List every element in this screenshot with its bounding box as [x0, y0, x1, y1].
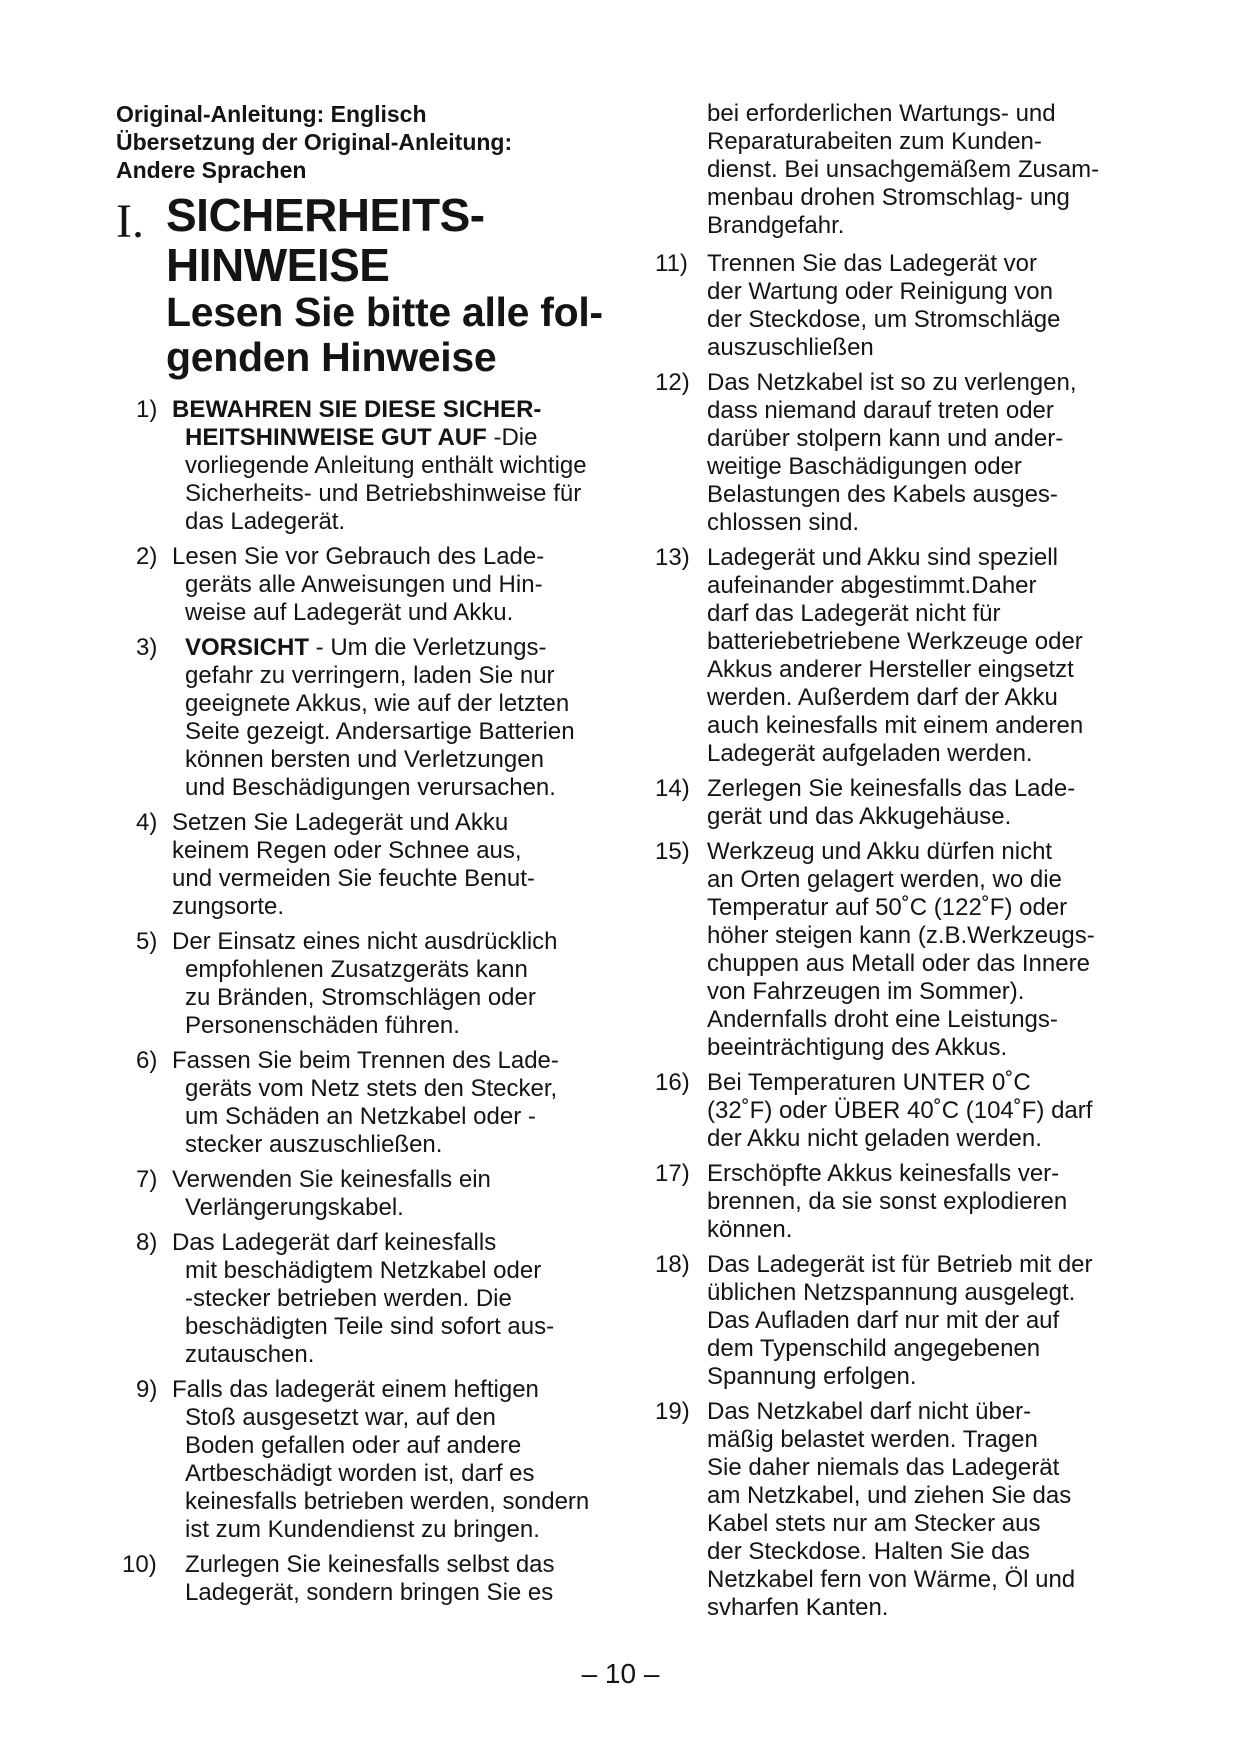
item-1-text-line: vorliegende Anleitung enthält wichtige — [185, 452, 587, 479]
item-number: 17) — [655, 1160, 690, 1187]
item-9-text-line: Stoß ausgesetzt war, auf den — [185, 1404, 496, 1431]
instruction-item-14 — [655, 775, 1145, 831]
item-18-text-line: Das Ladegerät ist für Betrieb mit der — [707, 1251, 1093, 1278]
item-16-text-line: Bei Temperaturen UNTER 0˚C — [707, 1069, 1031, 1096]
item-8-text-line: -stecker betrieben werden. Die — [185, 1285, 512, 1312]
item-11-text-line: Trennen Sie das Ladegerät vor — [707, 250, 1037, 277]
item-9-text-line: Artbeschädigt worden ist, darf es — [185, 1460, 535, 1487]
item-18-text-line: dem Typenschild angegebenen — [707, 1335, 1041, 1362]
item-3-text-line: gefahr zu verringern, laden Sie nur — [185, 662, 555, 689]
instruction-item-16 — [655, 1069, 1145, 1153]
other-languages-note: Andere Sprachen — [116, 157, 307, 183]
instruction-item-1 — [122, 396, 636, 536]
item-18-text-line: üblichen Netzspannung ausgelegt. — [707, 1279, 1076, 1306]
item-19-text-line: svharfen Kanten. — [707, 1594, 889, 1621]
item-number: 4) — [136, 809, 158, 836]
item-13-text-line: auch keinesfalls mit einem anderen — [707, 712, 1084, 739]
item-10-text-line: Ladegerät, sondern bringen Sie es — [185, 1579, 554, 1606]
item-5-text-line: zu Bränden, Stromschlägen oder — [185, 984, 536, 1011]
item-13-text-line: Ladegerät und Akku sind speziell — [707, 544, 1058, 571]
item-number: 14) — [655, 775, 690, 802]
right-column — [655, 100, 1145, 1629]
item-5-text-line: Der Einsatz eines nicht ausdrücklich — [172, 928, 558, 955]
item-number: 2) — [136, 543, 158, 570]
item-12-text-line: darüber stolpern kann und ander- — [707, 425, 1064, 452]
item-15-text-line: höher steigen kann (z.B.Werkzeugs- — [707, 922, 1095, 949]
item-12-text-line: dass niemand darauf treten oder — [707, 397, 1054, 424]
item-13-text-line: darf das Ladegerät nicht für — [707, 600, 1001, 627]
item-10-text-line: Zurlegen Sie keinesfalls selbst das — [185, 1551, 555, 1578]
item-11-text-line: auszuschließen — [707, 334, 874, 361]
item-5-text-line: empfohlenen Zusatzgeräts kann — [185, 956, 528, 983]
item-number: 12) — [655, 369, 690, 396]
instruction-item-8 — [122, 1229, 636, 1369]
item-19-text-line: der Steckdose. Halten Sie das — [707, 1538, 1030, 1565]
translation-note: Übersetzung der Original-Anleitung: — [116, 129, 513, 155]
item-15-text-line: von Fahrzeugen im Sommer). — [707, 978, 1025, 1005]
original-language-note: Original-Anleitung: Englisch — [116, 101, 427, 127]
item-15-text-line: an Orten gelagert werden, wo die — [707, 866, 1062, 893]
item-8-text-line: mit beschädigtem Netzkabel oder — [185, 1257, 542, 1284]
item-number: 5) — [136, 928, 158, 955]
item-3-text-line: - Um die Verletzungs- — [309, 634, 547, 661]
item-1-text-line: -Die — [486, 424, 538, 451]
item-11-text-line: der Wartung oder Reinigung von — [707, 278, 1053, 305]
item-17-text-line: können. — [707, 1216, 793, 1243]
item-1-warning-heading-2: HEITSHINWEISE GUT AUF — [185, 424, 487, 451]
left-column — [116, 100, 636, 1614]
item-number: 18) — [655, 1251, 690, 1278]
section-title-line-1: SICHERHEITS- — [166, 189, 485, 241]
item-6-text-line: geräts vom Netz stets den Stecker, — [185, 1075, 558, 1102]
section-roman-numeral: I. — [116, 195, 144, 248]
item-4-text-line: keinem Regen oder Schnee aus, — [172, 837, 522, 864]
instruction-item-13 — [655, 544, 1145, 768]
item-4-text-line: und vermeiden Sie feuchte Benut- — [172, 865, 535, 892]
item-19-text-line: Sie daher niemals das Ladegerät — [707, 1454, 1060, 1481]
item-18-text-line: Das Aufladen darf nur mit der auf — [707, 1307, 1060, 1334]
item-4-text-line: Setzen Sie Ladegerät und Akku — [172, 809, 509, 836]
continuation-text-line: menbau drohen Stromschlag- ung — [707, 184, 1070, 211]
section-title-line-2: HINWEISE — [166, 239, 390, 291]
item-number: 16) — [655, 1069, 690, 1096]
item-13-text-line: Ladegerät aufgeladen werden. — [707, 740, 1033, 767]
item-12-text-line: chlossen sind. — [707, 509, 860, 536]
instruction-item-5 — [122, 928, 636, 1040]
instruction-item-11 — [655, 250, 1145, 362]
page-number: – 10 – — [581, 1658, 660, 1689]
item-13-text-line: Akkus anderer Hersteller eingsetzt — [707, 656, 1074, 683]
instruction-item-2 — [122, 543, 636, 627]
item-15-text-line: beeinträchtigung des Akkus. — [707, 1034, 1008, 1061]
instruction-item-19 — [655, 1398, 1145, 1622]
item-number: 6) — [136, 1047, 158, 1074]
item-1-text-line: das Ladegerät. — [185, 508, 346, 535]
item-15-text-line: chuppen aus Metall oder das Innere — [707, 950, 1090, 977]
section-heading — [116, 190, 636, 380]
item-8-text-line: beschädigten Teile sind sofort aus- — [185, 1313, 555, 1340]
item-13-text-line: werden. Außerdem darf der Akku — [707, 684, 1058, 711]
item-9-text-line: ist zum Kundendienst zu bringen. — [185, 1516, 540, 1543]
item-17-text-line: brennen, da sie sonst explodieren — [707, 1188, 1068, 1215]
item-number: 9) — [136, 1376, 158, 1403]
item-19-text-line: Das Netzkabel darf nicht über- — [707, 1398, 1032, 1425]
item-15-text-line: Andernfalls droht eine Leistungs- — [707, 1006, 1058, 1033]
item-6-text-line: Fassen Sie beim Trennen des Lade- — [172, 1047, 559, 1074]
item-number: 11) — [655, 250, 688, 277]
item-18-text-line: Spannung erfolgen. — [707, 1363, 917, 1390]
section-subtitle-line-1: Lesen Sie bitte alle fol- — [166, 289, 603, 335]
item-9-text-line: Falls das ladegerät einem heftigen — [172, 1376, 539, 1403]
item-13-text-line: batteriebetriebene Werkzeuge oder — [707, 628, 1083, 655]
instruction-item-3 — [122, 634, 636, 802]
item-number: 3) — [136, 634, 158, 661]
item-7-text-line: Verwenden Sie keinesfalls ein — [172, 1166, 491, 1193]
instruction-list-left — [122, 396, 636, 1607]
item-number: 8) — [136, 1229, 158, 1256]
instruction-item-4 — [122, 809, 636, 921]
item-15-text-line: Werkzeug und Akku dürfen nicht — [707, 838, 1053, 865]
item-17-text-line: Erschöpfte Akkus keinesfalls ver- — [707, 1160, 1060, 1187]
instruction-item-12 — [655, 369, 1145, 537]
item-14-text-line: gerät und das Akkugehäuse. — [707, 803, 1012, 830]
item-9-text-line: Boden gefallen oder auf andere — [185, 1432, 522, 1459]
item-2-text-line: weise auf Ladegerät und Akku. — [185, 599, 514, 626]
item-12-text-line: weitige Baschädigungen oder — [707, 453, 1022, 480]
item-10-continuation — [655, 100, 1145, 240]
item-16-text-line: der Akku nicht geladen werden. — [707, 1125, 1042, 1152]
item-number: 13) — [655, 544, 690, 571]
item-8-text-line: zutauschen. — [185, 1341, 315, 1368]
section-subtitle-line-2: genden Hinweise — [166, 334, 497, 380]
item-14-text-line: Zerlegen Sie keinesfalls das Lade- — [707, 775, 1076, 802]
item-8-text-line: Das Ladegerät darf keinesfalls — [172, 1229, 497, 1256]
item-number: 10) — [122, 1551, 157, 1578]
instruction-item-15 — [655, 838, 1145, 1062]
item-3-text-line: können bersten und Verletzungen — [185, 746, 544, 773]
item-19-text-line: am Netzkabel, und ziehen Sie das — [707, 1482, 1072, 1509]
instruction-item-6 — [122, 1047, 636, 1159]
continuation-text-line: Brandgefahr. — [707, 212, 845, 239]
instruction-item-10 — [122, 1551, 636, 1607]
item-16-text-line: (32˚F) oder ÜBER 40˚C (104˚F) darf — [707, 1097, 1093, 1124]
item-19-text-line: Kabel stets nur am Stecker aus — [707, 1510, 1041, 1537]
item-1-warning-heading-1: BEWAHREN SIE DIESE SICHER- — [172, 396, 542, 423]
item-19-text-line: Netzkabel fern von Wärme, Öl und — [707, 1566, 1076, 1593]
item-2-text-line: geräts alle Anweisungen und Hin- — [185, 571, 543, 598]
instruction-item-17 — [655, 1160, 1145, 1244]
item-3-caution-label: VORSICHT — [185, 634, 310, 661]
item-3-text-line: geeignete Akkus, wie auf der letzten — [185, 690, 570, 717]
item-3-text-line: und Beschädigungen verursachen. — [185, 774, 556, 801]
item-12-text-line: Das Netzkabel ist so zu verlengen, — [707, 369, 1077, 396]
instruction-item-7 — [122, 1166, 636, 1222]
item-12-text-line: Belastungen des Kabels ausges- — [707, 481, 1058, 508]
item-2-text-line: Lesen Sie vor Gebrauch des Lade- — [172, 543, 545, 570]
item-13-text-line: aufeinander abgestimmt.Daher — [707, 572, 1037, 599]
continuation-text-line: Reparaturabeiten zum Kunden- — [707, 128, 1042, 155]
instruction-item-9 — [122, 1376, 636, 1544]
continuation-text-line: bei erforderlichen Wartungs- und — [707, 100, 1056, 127]
item-number: 15) — [655, 838, 690, 865]
item-11-text-line: der Steckdose, um Stromschläge — [707, 306, 1061, 333]
item-number: 19) — [655, 1398, 690, 1425]
continuation-text-line: dienst. Bei unsachgemäßem Zusam- — [707, 156, 1100, 183]
item-number: 7) — [136, 1166, 158, 1193]
item-1-text-line: Sicherheits- und Betriebshinweise für — [185, 480, 582, 507]
item-4-text-line: zungsorte. — [172, 893, 285, 920]
item-7-text-line: Verlängerungskabel. — [185, 1194, 404, 1221]
item-15-text-line: Temperatur auf 50˚C (122˚F) oder — [707, 894, 1068, 921]
item-5-text-line: Personenschäden führen. — [185, 1012, 460, 1039]
instruction-item-18 — [655, 1251, 1145, 1391]
item-9-text-line: keinesfalls betrieben werden, sondern — [185, 1488, 590, 1515]
item-3-text-line: Seite gezeigt. Andersartige Batterien — [185, 718, 575, 745]
item-6-text-line: um Schäden an Netzkabel oder - — [185, 1103, 536, 1130]
item-19-text-line: mäßig belastet werden. Tragen — [707, 1426, 1038, 1453]
item-6-text-line: stecker auszuschließen. — [185, 1131, 443, 1158]
item-number: 1) — [136, 396, 158, 423]
